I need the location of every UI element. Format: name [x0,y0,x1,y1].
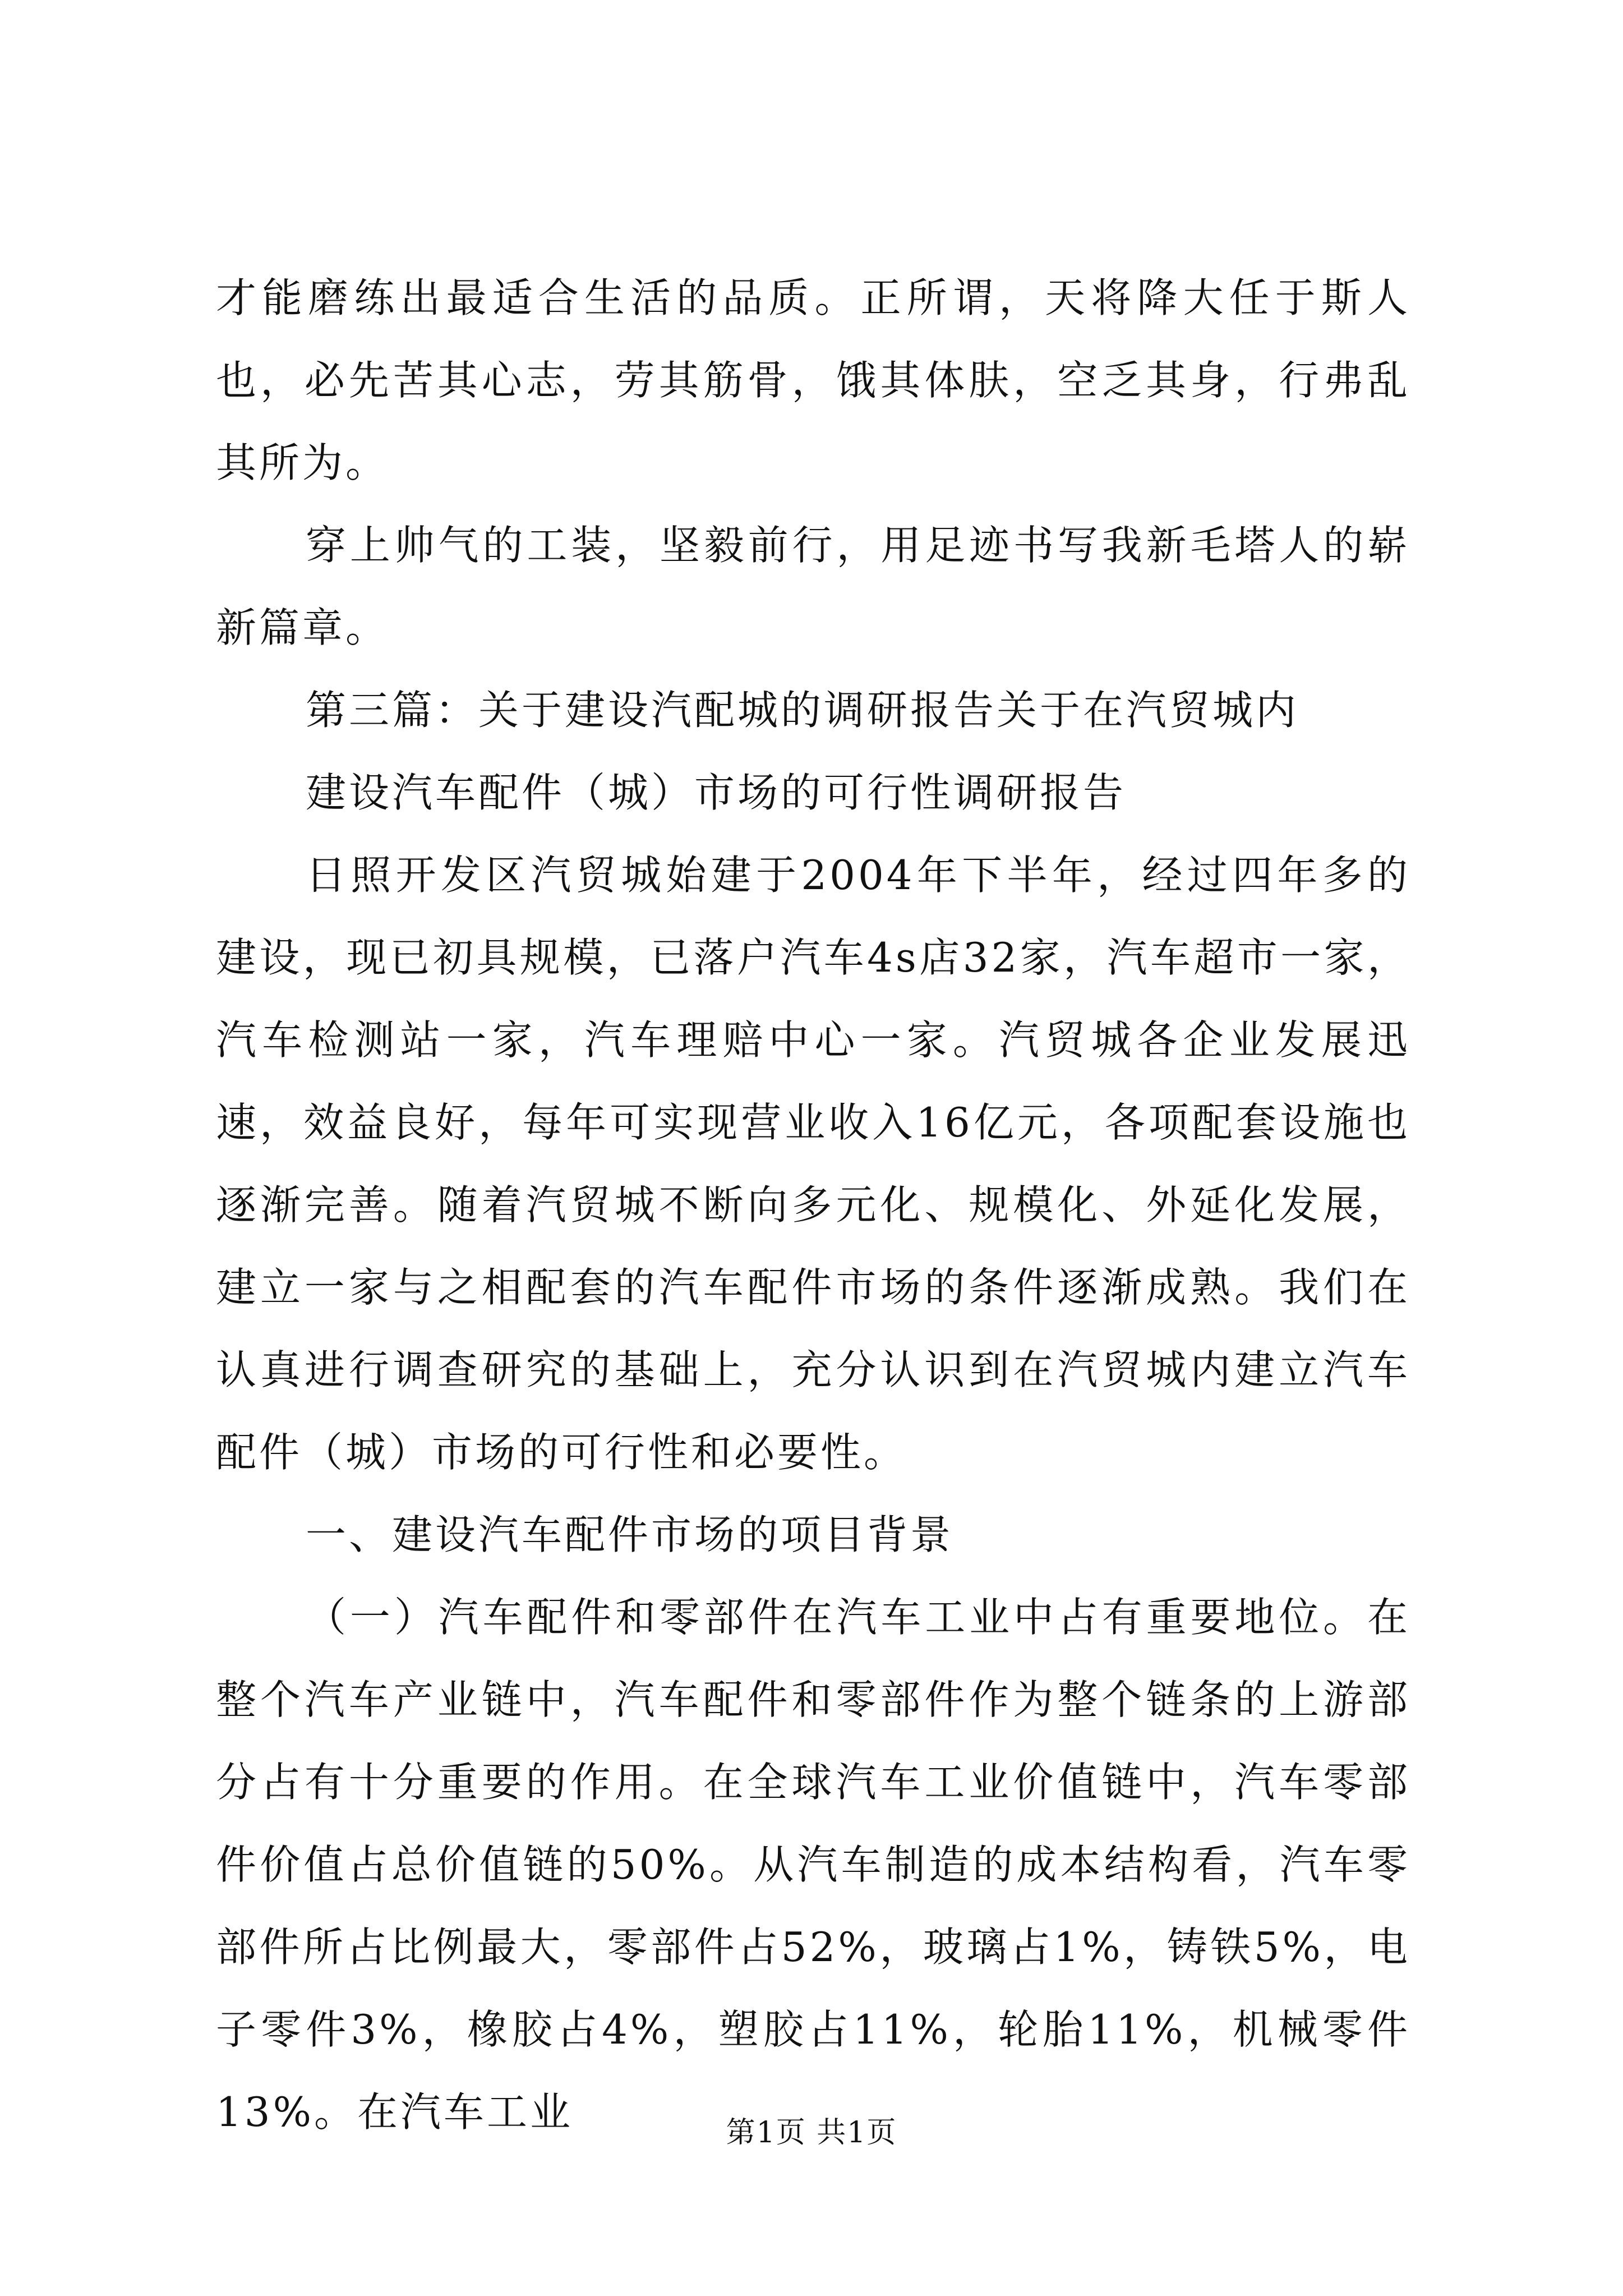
section-title-line-1: 第三篇：关于建设汽配城的调研报告关于在汽贸城内 [306,687,1299,734]
paragraph-intro: 日照开发区汽贸城始建于2004年下半年，经过四年多的建设，现已初具规模，已落户汽车4s店32家，汽车超市一家，汽车检测站一家，汽车理赔中心一家。汽贸城各企业发展迅速，效益良好，每年可实现营业收入16亿元，各项配套设施也逐渐完善。随着汽贸城不断向多元化、规模化、外延化发展，建立一家与之相配套的汽车配件市场的条件逐渐成熟。我们在认真进行调查研究的基础上，充分认识到在汽贸城内建立汽车配件（城）市场的可行性和必要性。 [216,852,1410,1476]
page-footer: 第1页 共1页 [726,2116,897,2150]
paragraph-1: 才能磨练出最适合生活的品质。正所谓，天将降大任于斯人也，必先苦其心志，劳其筋骨，饿其体肤，空乏其身，行弗乱其所为。 [216,274,1410,486]
document-body [216,257,1410,2154]
paragraph-auto-parts: （一）汽车配件和零部件在汽车工业中占有重要地位。在整个汽车产业链中，汽车配件和零部件作为整个链条的上游部分占有十分重要的作用。在全球汽车工业价值链中，汽车零部件价值占总价值链的50%。从汽车制造的成本结构看，汽车零部件所占比例最大，零部件占52%，玻璃占1%，铸铁5%，电子零件3%，橡胶占4%，塑胶占11%，轮胎11%，机械零件13%。在汽车工业 [216,1594,1410,2136]
section-title-line-2: 建设汽车配件（城）市场的可行性调研报告 [306,769,1127,816]
paragraph-2: 穿上帅气的工装，坚毅前行，用足迹书写我新毛塔人的崭新篇章。 [216,522,1410,651]
heading-project-background: 一、建设汽车配件市场的项目背景 [306,1511,954,1558]
